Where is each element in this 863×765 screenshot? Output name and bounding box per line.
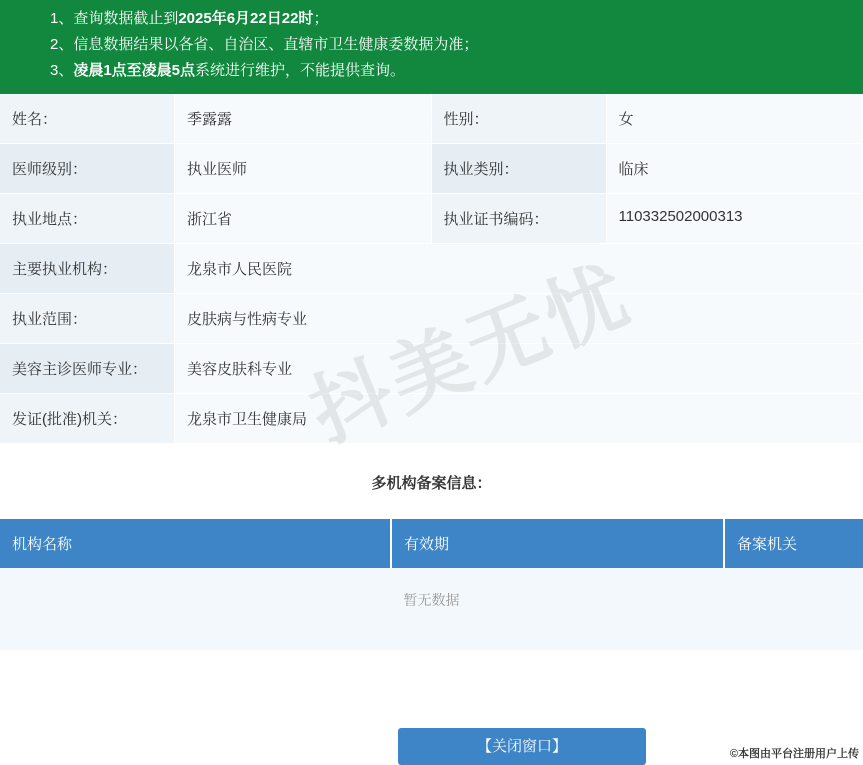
notice-line-3-bold: 凌晨1点至凌晨5点 bbox=[73, 62, 196, 79]
empty-data-message: 暂无数据 bbox=[0, 568, 863, 650]
table-row bbox=[0, 244, 863, 294]
info-label-name: 姓名： bbox=[0, 94, 175, 144]
notice-line-3-suffix: 系统进行维护，不能提供查询。 bbox=[195, 62, 406, 79]
notice-line-3-prefix: 3、 bbox=[50, 62, 74, 79]
column-header-institution-name: 机构名称 bbox=[0, 519, 391, 568]
table-row bbox=[0, 94, 863, 144]
info-label-license-number: 执业证书编码： bbox=[431, 194, 606, 244]
info-label-main-institution: 主要执业机构： bbox=[0, 244, 175, 294]
notice-line-1-bold: 2025年6月22日22时 bbox=[178, 10, 314, 27]
close-window-button[interactable]: 【关闭窗口】 bbox=[398, 728, 646, 765]
notice-line-3 bbox=[0, 58, 863, 84]
multi-institution-table bbox=[0, 519, 863, 650]
notice-line-2-prefix: 2、信息数据结果以各省、自治区、直辖市卫生健康委数据为准； bbox=[50, 36, 479, 53]
table-row bbox=[0, 568, 863, 650]
info-value-name: 季露露 bbox=[175, 94, 432, 144]
notice-banner bbox=[0, 0, 863, 94]
info-label-practice-location: 执业地点： bbox=[0, 194, 175, 244]
info-value-practice-location: 浙江省 bbox=[175, 194, 432, 244]
table-row bbox=[0, 394, 863, 444]
notice-line-1 bbox=[0, 6, 863, 32]
info-value-main-institution: 龙泉市人民医院 bbox=[175, 244, 863, 294]
info-label-practice-scope: 执业范围： bbox=[0, 294, 175, 344]
table-header-row bbox=[0, 519, 863, 568]
info-value-cosmetic-specialty: 美容皮肤科专业 bbox=[175, 344, 863, 394]
doctor-info-table bbox=[0, 94, 863, 444]
info-label-doctor-level: 医师级别： bbox=[0, 144, 175, 194]
info-value-practice-scope: 皮肤病与性病专业 bbox=[175, 294, 863, 344]
column-header-valid-period: 有效期 bbox=[391, 519, 724, 568]
multi-institution-section-title: 多机构备案信息： bbox=[0, 444, 863, 519]
column-header-record-authority: 备案机关 bbox=[724, 519, 863, 568]
info-value-doctor-level: 执业医师 bbox=[175, 144, 432, 194]
table-row bbox=[0, 344, 863, 394]
info-value-practice-category: 临床 bbox=[606, 144, 863, 194]
table-row bbox=[0, 294, 863, 344]
info-label-issuing-authority: 发证(批准)机关： bbox=[0, 394, 175, 444]
info-label-gender: 性别： bbox=[431, 94, 606, 144]
info-value-license-number: 110332502000313 bbox=[606, 194, 863, 244]
table-row bbox=[0, 144, 863, 194]
info-label-practice-category: 执业类别： bbox=[431, 144, 606, 194]
notice-line-1-prefix: 1、查询数据截止到 bbox=[50, 10, 179, 27]
table-row bbox=[0, 194, 863, 244]
notice-line-1-suffix: ； bbox=[313, 10, 329, 27]
info-value-gender: 女 bbox=[606, 94, 863, 144]
corner-watermark-text: ©本图由平台注册用户上传 bbox=[729, 748, 859, 760]
notice-line-2 bbox=[0, 32, 863, 58]
info-value-issuing-authority: 龙泉市卫生健康局 bbox=[175, 394, 863, 444]
info-label-cosmetic-specialty: 美容主诊医师专业： bbox=[0, 344, 175, 394]
